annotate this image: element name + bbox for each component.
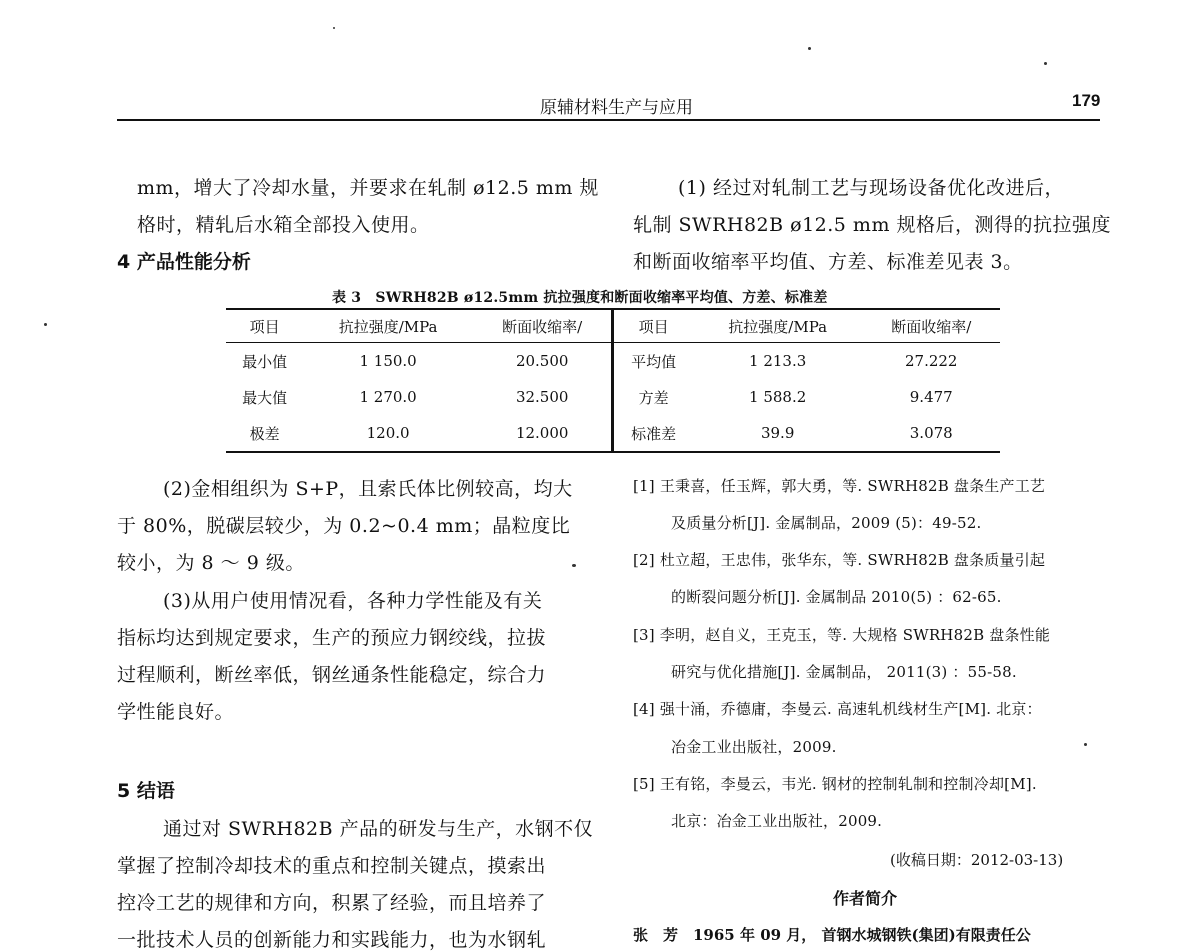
received-date: (收稿日期：2012-03-13)	[890, 851, 1064, 869]
reference-2-line2: 的断裂问题分析[J]. 金属制品 2010(5) ：62-65.	[671, 588, 1002, 606]
left-para4-line4: 一批技术人员的创新能力和实践能力，也为水钢轧	[117, 929, 547, 951]
table-header-cell: 项目	[613, 309, 693, 343]
table-cell: 最小值	[242, 352, 288, 371]
table-3-caption: 表 3 SWRH82B ø12.5mm 抗拉强度和断面收缩率平均值、方差、标准差	[332, 290, 828, 306]
table-cell: 1 150.0	[359, 352, 417, 370]
left-para4-line3: 控冷工艺的规律和方向，积累了经验，而且培养了	[117, 892, 547, 914]
scan-speck	[808, 47, 811, 50]
table-cell: 32.500	[515, 388, 569, 406]
table-header-cell: 项目	[226, 309, 303, 343]
scan-speck	[572, 564, 576, 567]
scan-speck	[1044, 62, 1047, 65]
table-cell: 方差	[613, 379, 693, 415]
table-cell: 120.0	[303, 415, 473, 452]
table-3	[226, 308, 1000, 453]
table-header-cell: 断面收缩率/	[473, 309, 613, 343]
table-cell: 9.477	[909, 388, 953, 406]
table-header-cell: 抗拉强度/MPa	[303, 309, 473, 343]
left-para4-line2: 掌握了控制冷却技术的重点和控制关键点，摸索出	[117, 855, 547, 877]
reference-3-line1: [3] 李明，赵自义，王克玉，等. 大规格 SWRH82B 盘条性能	[633, 626, 1051, 644]
left-para4-line1: 通过对 SWRH82B 产品的研发与生产，水钢不仅	[163, 818, 594, 840]
table-header-row	[226, 309, 1000, 343]
reference-4-line2: 冶金工业出版社，2009.	[671, 738, 837, 756]
reference-4-line1: [4] 强十涌，乔德庸，李曼云. 高速轧机线材生产[M]. 北京：	[633, 700, 1042, 718]
table-cell: 39.9	[693, 415, 863, 452]
scan-speck	[44, 323, 47, 326]
table-header-cell: 抗拉强度/MPa	[693, 309, 863, 343]
left-para3-line4: 学性能良好。	[117, 701, 235, 723]
reference-2-line1: [2] 杜立超，王忠伟，张华东，等. SWRH82B 盘条质量引起	[633, 551, 1046, 569]
left-para1-line1: mm，增大了冷却水量，并要求在轧制 ø12.5 mm 规	[137, 177, 599, 199]
table-cell: 极差	[226, 415, 303, 452]
right-para1-line2: 轧制 SWRH82B ø12.5 mm 规格后，测得的抗拉强度	[633, 214, 1111, 236]
section-4-heading: 4 产品性能分析	[117, 251, 251, 273]
table-cell: 20.500	[515, 352, 569, 370]
table-cell: 27.222	[904, 352, 958, 370]
left-para1-line2: 格时，精轧后水箱全部投入使用。	[137, 214, 430, 236]
table-cell: 3.078	[862, 415, 1000, 452]
table-row	[226, 415, 1000, 452]
left-para3-line1: (3)从用户使用情况看，各种力学性能及有关	[163, 590, 543, 612]
reference-1-line2: 及质量分析[J]. 金属制品，2009 (5)：49-52.	[671, 514, 982, 532]
left-para2-line1: (2)金相组织为 S+P，且索氏体比例较高，均大	[163, 478, 573, 500]
left-para3-line2: 指标均达到规定要求，生产的预应力钢绞线，拉拔	[117, 627, 547, 649]
left-para3-line3: 过程顺利，断丝率低，钢丝通条性能稳定，综合力	[117, 664, 547, 686]
table-cell: 1 270.0	[359, 388, 417, 406]
header-rule	[117, 119, 1100, 121]
right-para1-line3: 和断面收缩率平均值、方差、标准差见表 3。	[633, 251, 1023, 273]
scan-speck	[1084, 743, 1087, 746]
section-5-heading: 5 结语	[117, 780, 175, 802]
left-para2-line3: 较小，为 8 ～ 9 级。	[117, 552, 305, 574]
table-header-cell: 断面收缩率/	[862, 309, 1000, 343]
running-header-title: 原辅材料生产与应用	[540, 98, 693, 118]
reference-5-line2: 北京：冶金工业出版社，2009.	[671, 812, 883, 830]
scan-speck	[333, 27, 335, 29]
table-cell: 平均值	[613, 343, 693, 380]
left-para2-line2: 于 80%，脱碳层较少，为 0.2~0.4 mm；晶粒度比	[117, 515, 571, 537]
author-bio-line: 张 芳 1965 年 09 月， 首钢水城钢铁(集团)有限责任公	[633, 926, 1031, 944]
table-cell: 1 588.2	[749, 388, 807, 406]
reference-3-line2: 研究与优化措施[J]. 金属制品， 2011(3) ：55-58.	[671, 663, 1017, 681]
reference-5-line1: [5] 王有铭，李曼云，韦光. 钢材的控制轧制和控制冷却[M].	[633, 775, 1037, 793]
table-cell: 1 213.3	[749, 352, 807, 370]
right-para1-line1: (1) 经过对轧制工艺与现场设备优化改进后，	[678, 177, 1064, 199]
table-cell: 12.000	[473, 415, 613, 452]
reference-1-line1: [1] 王秉喜，任玉辉，郭大勇，等. SWRH82B 盘条生产工艺	[633, 477, 1046, 495]
table-row	[226, 343, 1000, 380]
table-cell: 最大值	[242, 388, 288, 407]
table-row	[226, 379, 1000, 415]
author-bio-heading: 作者简介	[833, 889, 898, 908]
table-cell: 标准差	[613, 415, 693, 452]
page-number: 179	[1072, 91, 1101, 110]
